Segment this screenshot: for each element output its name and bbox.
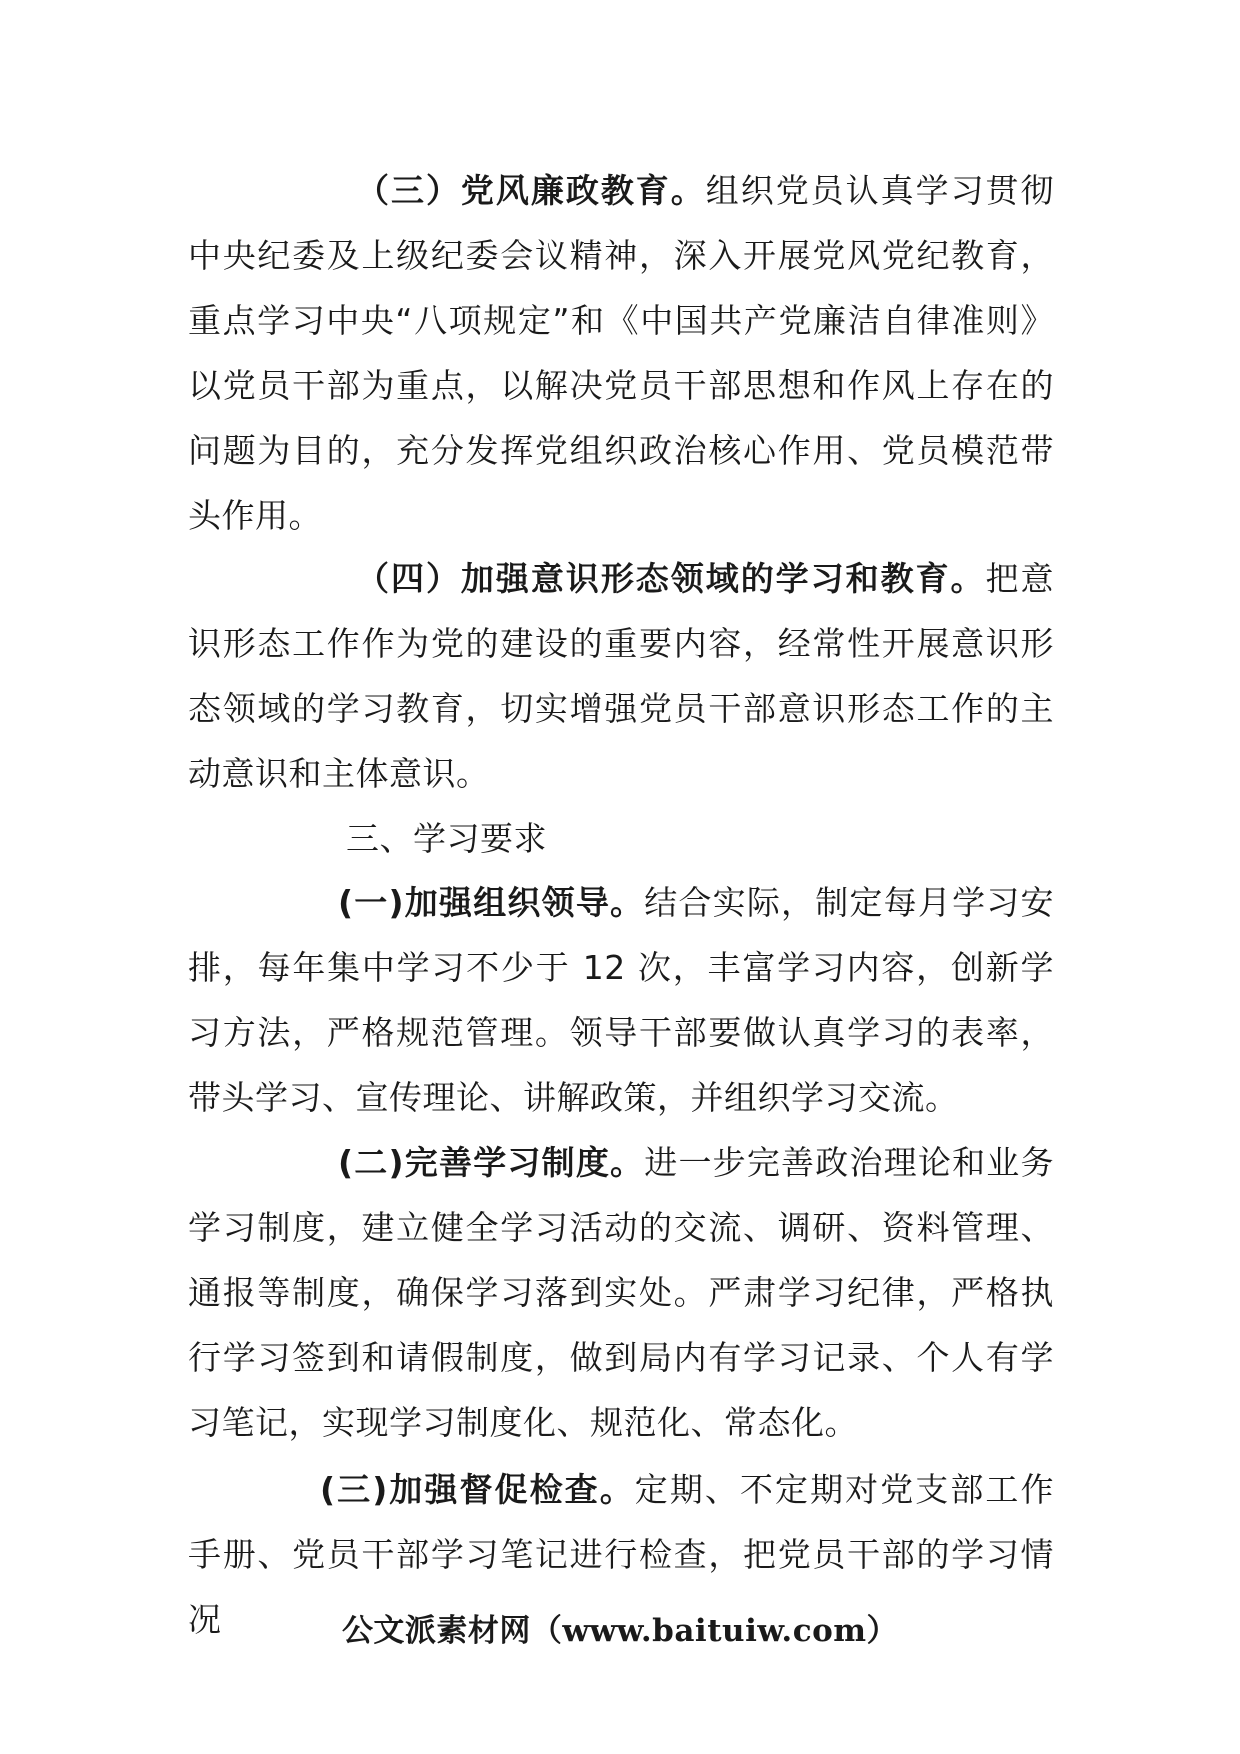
paragraph-body: 结合实际，制定每月学习安排，每年集中学习不少于 12 次，丰富学习内容，创新学习方法，严格规范管理。领导干部要做认真学习的表率，带头学习、宣传理论、讲解政策，并组织学习交流。 [188, 883, 1055, 1117]
paragraph-strengthen-leadership [188, 870, 1054, 1130]
paragraph-lead: (一)加强组织领导。 [338, 883, 645, 922]
paragraph-body: 把意识形态工作作为党的建设的重要内容，经常性开展意识形态领域的学习教育，切实增强党员干部意识形态工作的主动意识和主体意识。 [188, 559, 1055, 793]
paragraph-lead: (二)完善学习制度。 [338, 1143, 645, 1182]
page-footer-watermark: 公文派素材网（www.baituiw.com） [341, 1613, 899, 1649]
paragraph-body: 组织党员认真学习贯彻中央纪委及上级纪委会议精神，深入开展党风党纪教育，重点学习中央“八项规定”和《中国共产党廉洁自律准则》以党员干部为重点，以解决党员干部思想和作风上存在的问题为目的，充分发挥党组织政治核心作用、党员模范带头作用。 [188, 171, 1055, 535]
paragraph-party-conduct-education [188, 158, 1054, 548]
paragraph-body: 定期、不定期对党支部工作手册、党员干部学习笔记进行检查，把党员干部的学习情况 [188, 1470, 1054, 1639]
paragraph-lead: (三)加强督促检查。 [320, 1470, 635, 1509]
paragraph-lead: （四）加强意识形态领域的学习和教育。 [356, 559, 986, 598]
paragraph-lead: （三）党风廉政教育。 [356, 171, 706, 210]
paragraph-ideology-education [188, 546, 1054, 806]
section-heading-study-requirements [188, 806, 1054, 871]
paragraph-body: 进一步完善政治理论和业务学习制度，建立健全学习活动的交流、调研、资料管理、通报等制度，确保学习落到实处。严肃学习纪律，严格执行学习签到和请假制度，做到局内有学习记录、个人有学习笔记，实现学习制度化、规范化、常态化。 [188, 1143, 1055, 1442]
paragraph-improve-study-system [188, 1130, 1054, 1455]
section-heading-text: 三、学习要求 [346, 819, 547, 858]
